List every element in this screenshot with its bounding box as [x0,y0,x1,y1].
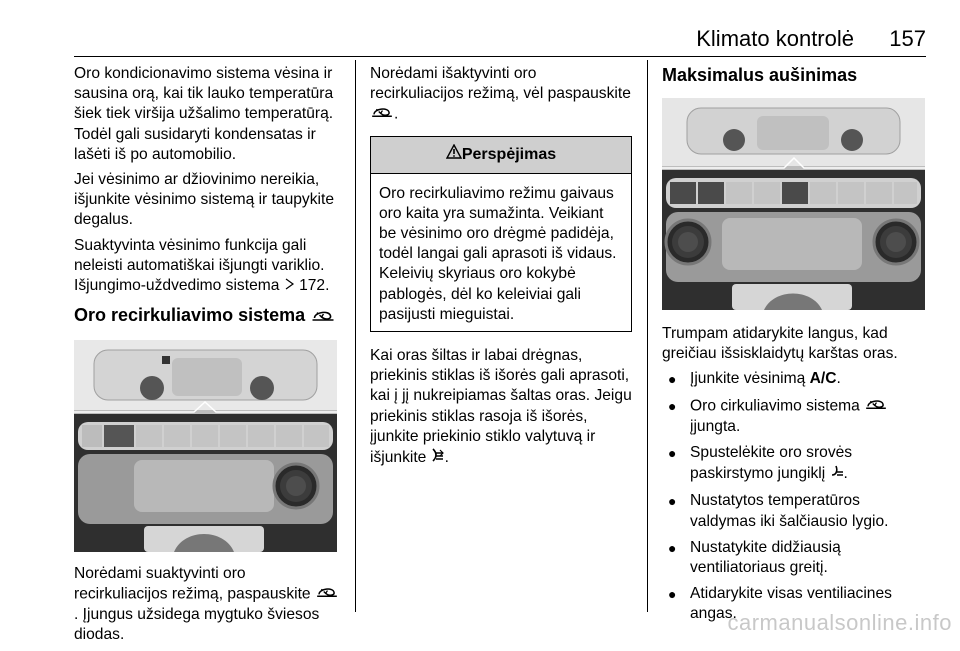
section-heading [74,304,340,327]
paragraph-text: . Įjungus užsidega mygtuko šviesos diodas. [74,606,320,644]
paragraph: Suaktyvinta vėsinimo funkcija gali neleisti automatiškai išjungti variklio. Išjungimo-uždvedimo sistema 172. [74,236,330,295]
paragraph: Jei vėsinimo ar džiovinimo nereikia, išjunkite vėsinimo sistemą ir taupykite degalus. [74,171,334,229]
column-left [74,64,340,651]
paragraph-text: . [444,449,450,467]
warning-text: Oro recirkuliavimo režimu gaivaus oro kaita yra sumažinta. Veikiant be vėsinimo oro drėgmė padidėja, todėl langai gali aprasoti iš vidaus. Keleivių skyriaus oro kokybė pablogės, dėl ko keleiviai gali pasijusti mieguistai. [379,184,617,323]
list-item-text: Oro cirkuliavimo sistema [690,397,865,415]
header-rule [74,56,926,57]
page-header [74,26,926,56]
watermark: carmanualsonline.info [727,610,952,635]
column-right [662,64,926,631]
warning-triangle-icon [446,137,462,173]
column-middle [370,64,632,474]
paragraph-text: Norėdami išaktyvinti oro recirkuliacijos režimą, vėl paspauskite [370,65,631,103]
air-distribution-icon [431,447,445,469]
list-item-text: įjungta. [690,417,741,435]
warning-title: Perspėjimas [461,145,557,163]
recirculation-icon [315,584,339,605]
paragraph [74,564,340,646]
paragraph [370,346,632,469]
section-heading-text: Oro recirkuliavimo sistema [74,305,306,326]
paragraph-text: Kai oras šiltas ir labai drėgnas, priekinis stiklas iš išorės gali aprasoti, kai į jį nukreipiamas šaltas oras. Jeigu priekinis stiklas rasoja iš išorės, įjunkite priekinio stiklo valytuvą ir išjunkite [370,347,632,467]
paragraph: Trumpam atidarykite langus, kad greičiau išsisklaidytų karštas oras. [662,325,898,363]
page-reference[interactable]: 172 [299,277,326,295]
paragraph: Oro kondicionavimo sistema vėsina ir sausina orą, kai tik lauko temperatūra šiek tiek viršija užšalimo temperatūrą. Todėl gali susidaryti kondensatas ir lašėti iš po automobilio. [74,65,334,163]
paragraph [370,64,632,126]
chapter-title: Klimato kontrolė [696,26,854,51]
ac-label: A/C [809,370,837,388]
step-list [662,369,926,624]
list-item-text: . [843,465,848,483]
page-number: 157 [889,26,926,51]
recirculation-icon [864,396,888,417]
paragraph-text: Suaktyvinta vėsinimo funkcija gali neleisti automatiškai išjungti variklio. Išjungimo-uždvedimo sistema [74,236,325,295]
climate-panel-figure-max-cooling [662,98,925,310]
list-item: ● Nustatytos temperatūros valdymas iki šalčiausio lygio. [662,491,926,531]
paragraph-text: Norėdami suaktyvinti oro recirkuliacijos režimą, paspauskite [74,564,315,603]
climate-panel-figure-recirculation [74,340,337,552]
recirculation-icon [370,104,394,125]
column-divider [355,60,356,612]
warning-header [371,137,631,174]
section-heading: Maksimalus aušinimas [662,65,858,85]
list-item-text: Spustelėkite oro srovės paskirstymo jungiklį [690,444,853,483]
paragraph-text: . [394,106,399,124]
warning-box [370,136,632,332]
reference-arrow-icon [284,276,295,296]
list-item [662,443,926,485]
list-item: ● Atidarykite visas ventiliacines angas. [662,584,926,624]
list-item [662,396,926,437]
list-item-text: . [836,370,841,388]
list-item [662,369,926,389]
column-divider [647,60,648,612]
air-distribution-icon [830,463,844,485]
list-item: ● Nustatykite didžiausią ventiliatoriaus greitį. [662,538,926,578]
recirculation-icon [310,306,336,328]
list-item-text: Įjunkite vėsinimą [690,370,810,388]
